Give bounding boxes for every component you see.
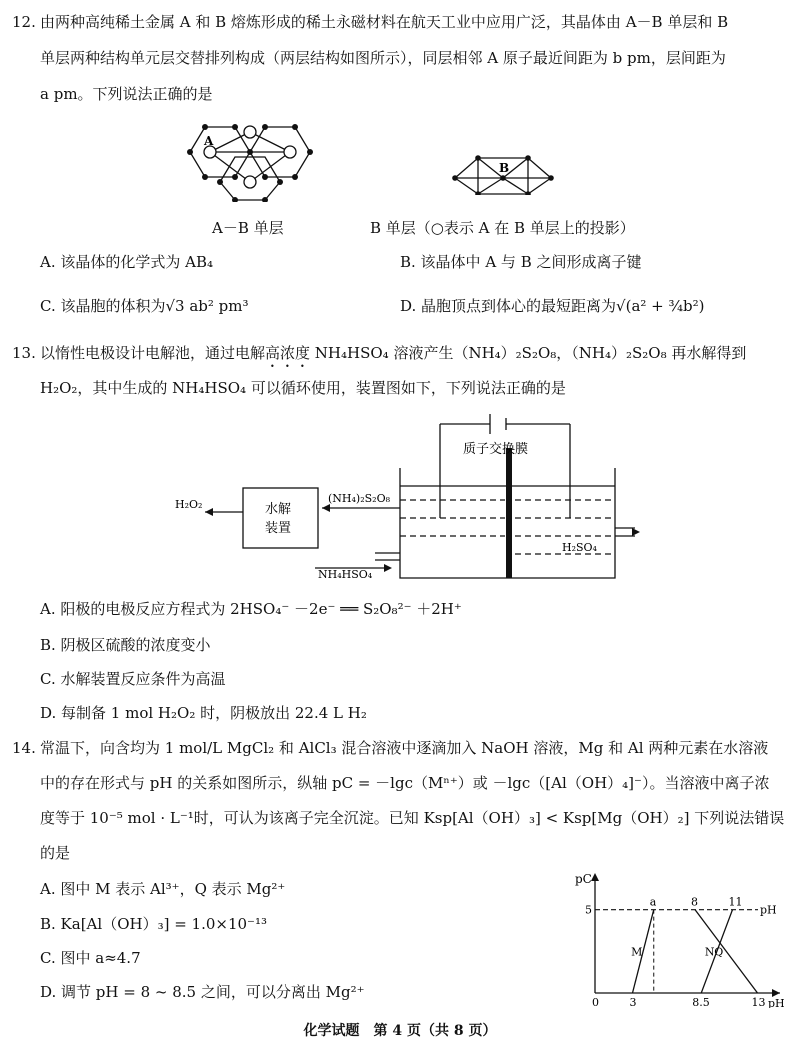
q13-electrolysis-diagram <box>170 408 650 583</box>
q13-emphasis: 高浓度 <box>265 344 311 362</box>
q14-option-a: A. 图中 M 表示 Al³⁺，Q 表示 Mg²⁺ <box>40 880 286 898</box>
x-tick-label: 13 <box>751 996 766 1008</box>
x-axis-label: pH <box>768 997 785 1008</box>
q13-h2o2-label: H₂O₂ <box>175 498 203 511</box>
q14-pc-ph-chart <box>560 868 790 1008</box>
q13-hydrolysis-label-2: 装置 <box>265 521 292 536</box>
q12-caption-right: B 单层（○表示 A 在 B 单层上的投影） <box>370 219 635 237</box>
x-tick-label: 8.5 <box>692 996 710 1008</box>
point-label: 8 <box>691 895 698 909</box>
q12-fig-label-a: A <box>204 134 214 148</box>
q12-fig-label-b: B <box>499 161 510 175</box>
q12-option-c: C. 该晶胞的体积为√3 ab² pm³ <box>40 297 249 315</box>
q13-option-d: D. 每制备 1 mol H₂O₂ 时，阴极放出 22.4 L H₂ <box>40 704 367 722</box>
q13-option-a: A. 阳极的电极反应方程式为 2HSO₄⁻ －2e⁻ ══ S₂O₈²⁻ ＋2H⁺ <box>40 600 462 618</box>
q13-nh4hso4-label: NH₄HSO₄ <box>318 568 373 581</box>
q13-h2so4-label: H₂SO₄ <box>562 541 597 554</box>
q13-option-c: C. 水解装置反应条件为高温 <box>40 670 226 688</box>
q14-option-c: C. 图中 a≈4.7 <box>40 949 141 967</box>
page-footer: 化学试题 第 4 页（共 8 页） <box>303 1023 497 1039</box>
q12-number: 12. <box>12 13 36 31</box>
y-tick-label: 5 <box>585 903 592 917</box>
x-tick-label: 0 <box>592 996 599 1008</box>
pc-5-line-label: pH <box>760 903 777 917</box>
q13-option-b: B. 阴极区硫酸的浓度变小 <box>40 636 211 654</box>
q13-number: 13. <box>12 344 36 362</box>
q12-caption-left: A－B 单层 <box>212 219 284 237</box>
x-tick-label: 3 <box>629 996 637 1008</box>
q13-s2o8-label: (NH₄)₂S₂O₈ <box>328 492 390 505</box>
point-label: 11 <box>728 895 743 909</box>
q14-option-d: D. 调节 pH = 8 ~ 8.5 之间，可以分离出 Mg²⁺ <box>40 983 365 1001</box>
q12-b-layer-figure <box>450 150 560 195</box>
series-label-m: M <box>631 945 643 959</box>
q14-number: 14. <box>12 739 36 757</box>
point-label: a <box>649 895 657 909</box>
q13-hydrolysis-label-1: 水解 <box>265 502 292 517</box>
q12-ab-layer-figure <box>170 112 330 202</box>
q12-option-a: A. 该晶体的化学式为 AB₄ <box>40 253 214 271</box>
series-label-q: Q <box>714 945 724 959</box>
q14-option-b: B. Ka[Al（OH）₃] = 1.0×10⁻¹³ <box>40 915 267 933</box>
q12-option-b: B. 该晶体中 A 与 B 之间形成离子键 <box>400 253 642 271</box>
q13-membrane-label: 质子交换膜 <box>463 442 529 457</box>
series-label-n: N <box>704 945 715 959</box>
q12-option-d: D. 晶胞顶点到体心的最短距离为√(a² + ¾b²) <box>400 297 705 315</box>
y-axis-label: pC <box>575 872 592 886</box>
